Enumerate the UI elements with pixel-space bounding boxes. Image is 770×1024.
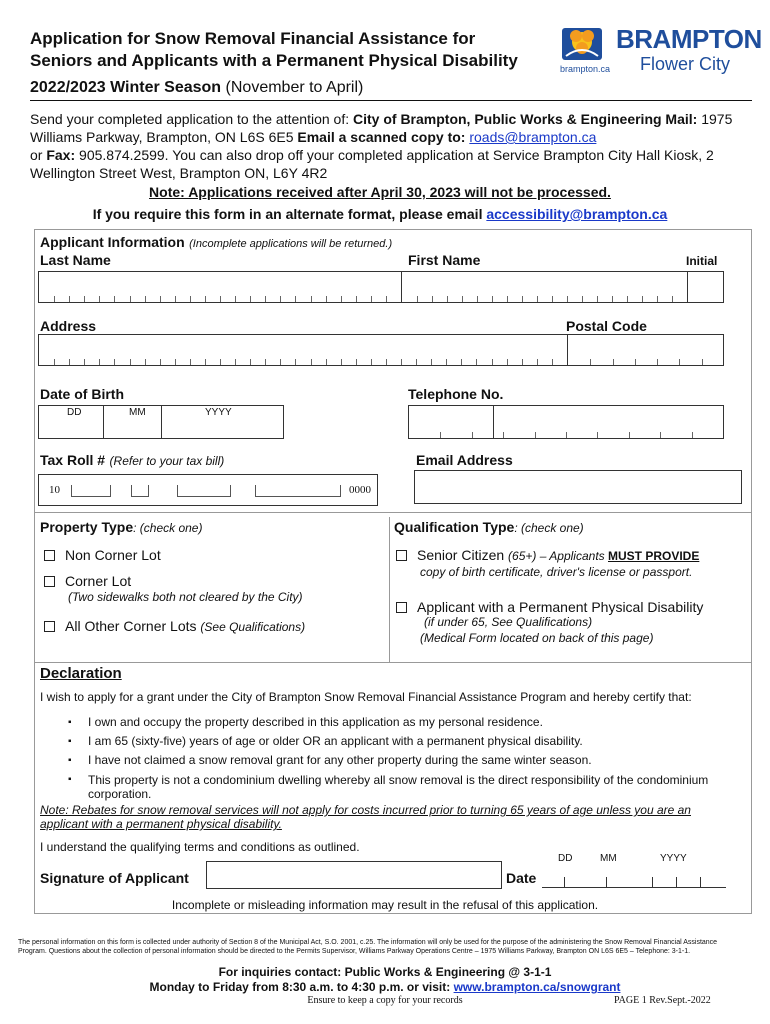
field-tick	[657, 359, 658, 365]
field-tick	[492, 359, 493, 365]
declaration-intro: I wish to apply for a grant under the City of Brampton Snow Removal Financial Assistance Program and hereby certify that:	[40, 690, 692, 704]
date-tick	[652, 877, 653, 887]
intro-email-label: Email a scanned copy to:	[297, 129, 470, 145]
intro-text: Send your completed application to the attention of:	[30, 111, 353, 127]
field-tick	[341, 359, 342, 365]
address-field[interactable]	[39, 335, 567, 365]
logo-url: brampton.ca	[560, 64, 611, 74]
title-line-1: Application for Snow Removal Financial Assistance for	[30, 29, 476, 48]
signature-field[interactable]	[206, 861, 502, 889]
tax-roll-segment	[255, 485, 341, 497]
list-item: ▪ I am 65 (sixty-five) years of age or older OR an applicant with a permanent physical disability.	[38, 732, 748, 751]
field-tick	[567, 296, 568, 302]
snowgrant-link[interactable]: www.brampton.ca/snowgrant	[453, 980, 621, 994]
declaration-note: Note: Rebates for snow removal services will not apply for costs incurred prior to turning 65 years of age unless you are an applicant with a permanent physical disability.	[40, 803, 691, 831]
alt-format-text: If you require this form in an alternate format, please email	[92, 206, 487, 222]
field-tick	[130, 359, 131, 365]
field-tick	[612, 296, 613, 302]
field-tick	[160, 296, 161, 302]
field-tick	[175, 296, 176, 302]
dob-field[interactable]	[38, 405, 284, 439]
field-tick	[160, 359, 161, 365]
field-tick	[190, 296, 191, 302]
field-tick	[386, 359, 387, 365]
last-name-label: Last Name	[40, 252, 111, 268]
header-rule	[30, 100, 752, 101]
senior-checkbox[interactable]	[396, 550, 407, 561]
postal-code-field[interactable]	[568, 335, 724, 365]
field-tick	[84, 359, 85, 365]
page-number: PAGE 1 Rev.Sept.-2022	[614, 995, 711, 1006]
declaration-heading: Declaration	[40, 665, 122, 682]
qualification-option-disability[interactable]	[396, 599, 703, 615]
field-tick	[582, 296, 583, 302]
tax-roll-heading	[40, 452, 224, 470]
date-tick	[676, 877, 677, 887]
hours-line	[0, 980, 770, 994]
tax-roll-segment	[131, 485, 149, 497]
dob-yyyy-label: YYYY	[205, 407, 232, 418]
email-address-field[interactable]	[414, 470, 742, 504]
field-divider	[103, 406, 104, 438]
intro-address: 1975 Williams Parkway, Brampton, ON L6S 6E5	[30, 111, 733, 145]
keep-copy-note: Ensure to keep a copy for your records	[307, 995, 463, 1006]
field-tick	[311, 296, 312, 302]
field-tick	[341, 296, 342, 302]
field-tick	[114, 359, 115, 365]
field-tick	[114, 296, 115, 302]
date-tick	[700, 877, 701, 887]
logo-name: BRAMPTON	[616, 24, 762, 54]
qualification-heading: Qualification Type	[394, 519, 515, 535]
field-tick	[145, 359, 146, 365]
field-tick	[461, 359, 462, 365]
field-tick	[627, 296, 628, 302]
season-bold: 2022/2023 Winter Season	[30, 79, 222, 96]
field-tick	[265, 359, 266, 365]
field-tick	[590, 359, 591, 365]
senior-label: Senior Citizen	[417, 547, 505, 563]
field-tick	[205, 359, 206, 365]
date-tick	[564, 877, 565, 887]
signature-label: Signature of Applicant	[40, 870, 189, 886]
other-corner-note: (See Qualifications)	[200, 620, 306, 634]
date-dd-label: DD	[558, 853, 573, 864]
field-divider	[493, 406, 494, 438]
field-tick	[235, 296, 236, 302]
must-provide: MUST PROVIDE	[608, 549, 700, 563]
property-option-other-corner[interactable]	[44, 618, 305, 634]
refusal-warning: Incomplete or misleading information may result in the refusal of this application.	[171, 898, 599, 912]
tax-roll-segment	[177, 485, 231, 497]
field-tick	[145, 296, 146, 302]
corner-label: Corner Lot	[65, 573, 132, 589]
last-name-field[interactable]	[39, 272, 401, 302]
email-address-label: Email Address	[416, 452, 513, 468]
field-tick	[175, 359, 176, 365]
field-tick	[220, 296, 221, 302]
field-tick	[702, 359, 703, 365]
field-tick	[535, 432, 536, 438]
first-name-field[interactable]	[402, 272, 687, 302]
field-tick	[566, 432, 567, 438]
roads-email-link[interactable]: roads@brampton.ca	[469, 129, 597, 145]
initial-field[interactable]	[688, 272, 724, 302]
corner-note: (Two sidewalks both not cleared by the City)	[68, 590, 303, 604]
declaration-list	[38, 713, 748, 801]
date-yyyy-label: YYYY	[660, 853, 687, 864]
late-application-note: Note: Applications received after April 30, 2023 will not be processed.	[149, 184, 611, 200]
corner-checkbox[interactable]	[44, 576, 55, 587]
field-tick	[130, 296, 131, 302]
field-tick	[679, 359, 680, 365]
applicant-heading-note: (Incomplete applications will be returned.)	[189, 238, 393, 250]
field-tick	[446, 359, 447, 365]
applicant-heading: Applicant Information	[40, 234, 185, 250]
field-tick	[326, 296, 327, 302]
address-field-row	[38, 334, 724, 366]
field-tick	[326, 359, 327, 365]
qualification-heading-note: : (check one)	[514, 521, 584, 535]
field-tick	[432, 296, 433, 302]
alternate-format-note	[30, 206, 730, 222]
field-tick	[205, 296, 206, 302]
inquiries-contact: For inquiries contact: Public Works & Engineering @ 3-1-1	[218, 965, 552, 979]
list-item: ▪ I own and occupy the property described in this application as my personal residence.	[38, 713, 748, 732]
field-tick	[431, 359, 432, 365]
field-tick	[552, 296, 553, 302]
tax-roll-field[interactable]	[38, 474, 378, 506]
accessibility-email-link[interactable]: accessibility@brampton.ca	[486, 206, 668, 222]
intro-mail-label: City of Brampton, Public Works & Engineering Mail:	[353, 111, 698, 127]
season-range: (November to April)	[225, 79, 364, 96]
list-item: ▪ I have not claimed a snow removal grant for any other property during the same winter season.	[38, 751, 748, 770]
field-tick	[672, 296, 673, 302]
field-tick	[84, 296, 85, 302]
field-tick	[447, 296, 448, 302]
intro-paragraph	[30, 110, 750, 182]
qualification-type-heading	[394, 519, 584, 537]
field-tick	[476, 359, 477, 365]
field-tick	[692, 432, 693, 438]
title-line-2: Seniors and Applicants with a Permanent Physical Disability	[30, 51, 518, 70]
field-tick	[356, 296, 357, 302]
list-item: ▪ This property is not a condominium dwelling whereby all snow removal is the direct responsibility of the condominium corporation.	[38, 773, 748, 801]
intro-fax-label: Fax:	[46, 147, 76, 163]
field-tick	[235, 359, 236, 365]
field-tick	[522, 296, 523, 302]
column-divider	[389, 517, 390, 662]
first-name-label: First Name	[408, 252, 481, 268]
date-mm-label: MM	[600, 853, 617, 864]
hours-text: Monday to Friday from 8:30 a.m. to 4:30 p.m. or visit:	[149, 980, 454, 994]
tax-roll-note: (Refer to your tax bill)	[109, 454, 225, 468]
season-heading	[30, 78, 363, 98]
field-tick	[537, 296, 538, 302]
field-tick	[597, 296, 598, 302]
tax-roll-prefix: 10	[49, 484, 60, 496]
senior-note-2: copy of birth certificate, driver's license or passport.	[420, 565, 693, 579]
section-divider	[35, 512, 751, 513]
understand-statement: I understand the qualifying terms and conditions as outlined.	[40, 840, 360, 854]
non-corner-label: Non Corner Lot	[65, 547, 161, 563]
field-tick	[613, 359, 614, 365]
field-divider	[161, 406, 162, 438]
telephone-label: Telephone No.	[408, 386, 504, 402]
dob-mm-label: MM	[129, 407, 146, 418]
tax-roll-suffix: 0000	[349, 484, 371, 496]
property-option-corner[interactable]	[44, 573, 131, 589]
field-tick	[507, 359, 508, 365]
intro-fax-text: 905.874.2599. You can also drop off your completed application at Service Brampton City Hall Kiosk, 2 Wellington Street West, Brampton ON, L6Y 4R2	[30, 147, 714, 181]
field-tick	[280, 359, 281, 365]
field-tick	[69, 359, 70, 365]
field-tick	[642, 296, 643, 302]
qualification-option-senior[interactable]	[396, 547, 699, 563]
field-tick	[371, 296, 372, 302]
date-field[interactable]	[542, 864, 726, 888]
field-tick	[401, 359, 402, 365]
field-tick	[54, 359, 55, 365]
field-tick	[417, 296, 418, 302]
disability-note-2: (Medical Form located on back of this page)	[420, 631, 654, 645]
field-tick	[552, 359, 553, 365]
intro-or: or	[30, 147, 47, 163]
disability-label: Applicant with a Permanent Physical Disability	[417, 599, 704, 615]
field-tick	[99, 359, 100, 365]
field-tick	[492, 296, 493, 302]
field-tick	[503, 432, 504, 438]
tax-roll-segment	[71, 485, 111, 497]
applicant-info-heading	[40, 234, 392, 252]
field-tick	[507, 296, 508, 302]
field-tick	[477, 296, 478, 302]
privacy-notice: The personal information on this form is collected under authority of Section 8 of the Municipal Act, S.O. 2001, c.25. The information will only be used for the purpose of the administering the Snow Removal Financial Assistance Program. Questions about the collection of personal information should be directed to the Permits Supervisor, Williams Parkway Operations Centre – 1975 Williams Parkway, Brampton ON L6S 6E5 – Telephone: 3-1-1.	[18, 939, 718, 955]
dob-label: Date of Birth	[40, 386, 124, 402]
field-tick	[54, 296, 55, 302]
field-tick	[416, 359, 417, 365]
field-tick	[265, 296, 266, 302]
name-field-row	[38, 271, 724, 303]
field-tick	[311, 359, 312, 365]
field-tick	[472, 432, 473, 438]
postal-code-label: Postal Code	[566, 318, 647, 334]
disability-note-1: (if under 65, See Qualifications)	[424, 615, 593, 629]
field-tick	[295, 296, 296, 302]
field-tick	[440, 432, 441, 438]
non-corner-checkbox[interactable]	[44, 550, 55, 561]
date-label: Date	[506, 870, 537, 886]
brampton-logo	[556, 22, 762, 78]
field-tick	[660, 432, 661, 438]
field-tick	[69, 296, 70, 302]
field-tick	[295, 359, 296, 365]
field-tick	[537, 359, 538, 365]
field-tick	[371, 359, 372, 365]
disability-checkbox[interactable]	[396, 602, 407, 613]
tax-roll-label: Tax Roll #	[40, 452, 106, 468]
field-tick	[250, 296, 251, 302]
initial-label: Initial	[686, 254, 718, 268]
field-tick	[250, 359, 251, 365]
field-tick	[522, 359, 523, 365]
address-label: Address	[40, 318, 97, 334]
telephone-field[interactable]	[408, 405, 724, 439]
field-tick	[356, 359, 357, 365]
property-heading-note: : (check one)	[133, 521, 203, 535]
field-tick	[629, 432, 630, 438]
field-tick	[657, 296, 658, 302]
section-divider	[35, 662, 751, 663]
other-corner-label: All Other Corner Lots	[65, 618, 197, 634]
field-tick	[99, 296, 100, 302]
property-heading: Property Type	[40, 519, 134, 535]
dob-dd-label: DD	[67, 407, 82, 418]
field-tick	[190, 359, 191, 365]
field-tick	[597, 432, 598, 438]
form-title	[30, 28, 550, 72]
field-tick	[386, 296, 387, 302]
property-type-heading	[40, 519, 202, 537]
property-option-non-corner[interactable]	[44, 547, 161, 563]
logo-tagline: Flower City	[640, 54, 731, 74]
senior-note: (65+) – Applicants	[508, 549, 608, 563]
field-tick	[635, 359, 636, 365]
other-corner-checkbox[interactable]	[44, 621, 55, 632]
field-tick	[220, 359, 221, 365]
field-tick	[462, 296, 463, 302]
field-tick	[280, 296, 281, 302]
date-tick	[606, 877, 607, 887]
